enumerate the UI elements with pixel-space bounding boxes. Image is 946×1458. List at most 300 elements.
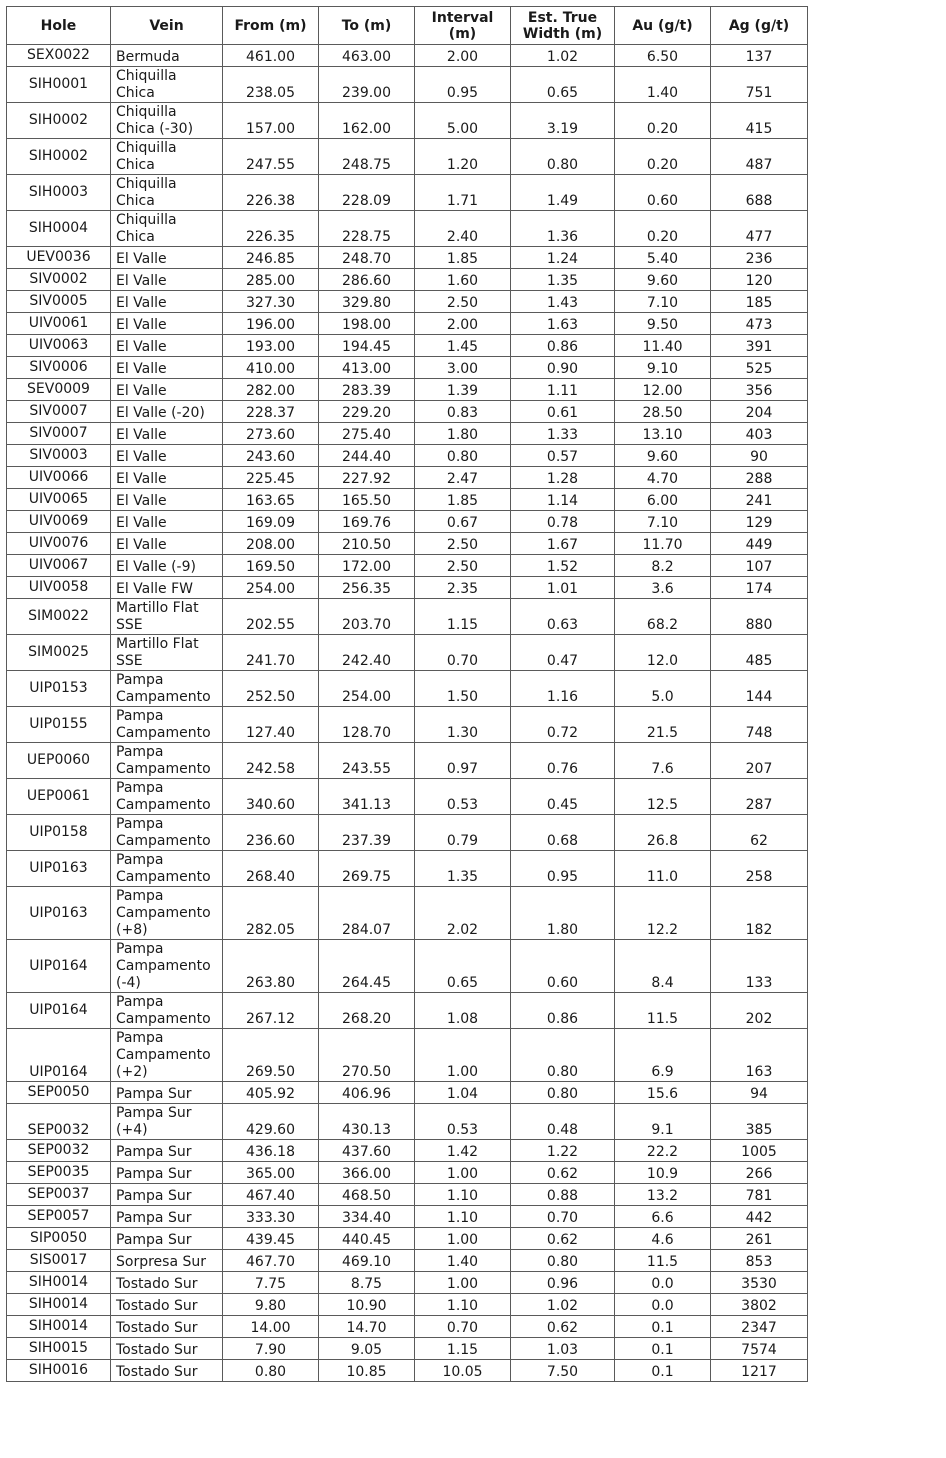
header-ag: Ag (g/t) xyxy=(711,7,808,45)
table-row xyxy=(7,103,808,139)
cell-to: 10.90 xyxy=(319,1294,415,1316)
cell-from: 405.92 xyxy=(223,1082,319,1104)
cell-vein: El Valle xyxy=(111,335,223,357)
cell-width: 1.03 xyxy=(511,1338,615,1360)
cell-hole: SIH0014 xyxy=(7,1316,111,1338)
cell-au: 0.20 xyxy=(615,103,711,139)
header-au: Au (g/t) xyxy=(615,7,711,45)
cell-au: 4.70 xyxy=(615,467,711,489)
cell-width: 1.36 xyxy=(511,211,615,247)
cell-ag: 129 xyxy=(711,511,808,533)
cell-interval: 1.35 xyxy=(415,851,511,887)
cell-interval: 2.40 xyxy=(415,211,511,247)
table-row xyxy=(7,379,808,401)
cell-width: 1.52 xyxy=(511,555,615,577)
cell-width: 0.80 xyxy=(511,1250,615,1272)
cell-interval: 1.15 xyxy=(415,1338,511,1360)
cell-width: 0.72 xyxy=(511,707,615,743)
cell-to: 269.75 xyxy=(319,851,415,887)
cell-to: 162.00 xyxy=(319,103,415,139)
cell-width: 0.47 xyxy=(511,635,615,671)
cell-vein: El Valle xyxy=(111,445,223,467)
table-row xyxy=(7,743,808,779)
cell-to: 228.75 xyxy=(319,211,415,247)
cell-interval: 1.80 xyxy=(415,423,511,445)
cell-vein: Tostado Sur xyxy=(111,1294,223,1316)
cell-from: 429.60 xyxy=(223,1104,319,1140)
cell-width: 0.62 xyxy=(511,1228,615,1250)
cell-au: 12.0 xyxy=(615,635,711,671)
cell-au: 7.10 xyxy=(615,291,711,313)
cell-from: 282.00 xyxy=(223,379,319,401)
cell-to: 128.70 xyxy=(319,707,415,743)
cell-ag: 853 xyxy=(711,1250,808,1272)
cell-vein: Pampa Sur xyxy=(111,1228,223,1250)
cell-au: 6.9 xyxy=(615,1029,711,1082)
cell-vein: Tostado Sur xyxy=(111,1272,223,1294)
cell-au: 6.6 xyxy=(615,1206,711,1228)
cell-to: 227.92 xyxy=(319,467,415,489)
cell-to: 165.50 xyxy=(319,489,415,511)
cell-au: 26.8 xyxy=(615,815,711,851)
cell-au: 11.5 xyxy=(615,1250,711,1272)
cell-width: 7.50 xyxy=(511,1360,615,1382)
cell-from: 9.80 xyxy=(223,1294,319,1316)
cell-width: 0.80 xyxy=(511,139,615,175)
table-row xyxy=(7,1316,808,1338)
cell-au: 0.0 xyxy=(615,1272,711,1294)
cell-au: 9.50 xyxy=(615,313,711,335)
cell-from: 285.00 xyxy=(223,269,319,291)
cell-hole: UIP0164 xyxy=(7,1029,111,1082)
cell-hole: UEP0061 xyxy=(7,779,111,815)
cell-ag: 133 xyxy=(711,940,808,993)
cell-to: 463.00 xyxy=(319,45,415,67)
cell-vein: El Valle xyxy=(111,423,223,445)
cell-hole: UIP0153 xyxy=(7,671,111,707)
cell-au: 12.5 xyxy=(615,779,711,815)
cell-vein: Martillo Flat SSE xyxy=(111,635,223,671)
cell-vein: Chiquilla Chica xyxy=(111,175,223,211)
cell-ag: 202 xyxy=(711,993,808,1029)
table-row xyxy=(7,1029,808,1082)
cell-vein: El Valle xyxy=(111,357,223,379)
cell-hole: SIH0003 xyxy=(7,175,111,211)
cell-from: 467.40 xyxy=(223,1184,319,1206)
table-row xyxy=(7,707,808,743)
cell-hole: UIV0058 xyxy=(7,577,111,599)
cell-to: 275.40 xyxy=(319,423,415,445)
cell-au: 0.1 xyxy=(615,1360,711,1382)
cell-interval: 10.05 xyxy=(415,1360,511,1382)
cell-from: 268.40 xyxy=(223,851,319,887)
cell-width: 0.90 xyxy=(511,357,615,379)
cell-ag: 241 xyxy=(711,489,808,511)
cell-width: 1.33 xyxy=(511,423,615,445)
table-row xyxy=(7,1104,808,1140)
cell-to: 430.13 xyxy=(319,1104,415,1140)
cell-ag: 1005 xyxy=(711,1140,808,1162)
cell-hole: SIH0014 xyxy=(7,1272,111,1294)
table-row xyxy=(7,423,808,445)
cell-hole: UIP0164 xyxy=(7,940,111,993)
cell-hole: SIH0015 xyxy=(7,1338,111,1360)
cell-ag: 781 xyxy=(711,1184,808,1206)
cell-ag: 391 xyxy=(711,335,808,357)
cell-to: 256.35 xyxy=(319,577,415,599)
cell-from: 226.38 xyxy=(223,175,319,211)
cell-au: 11.0 xyxy=(615,851,711,887)
cell-interval: 0.95 xyxy=(415,67,511,103)
cell-from: 14.00 xyxy=(223,1316,319,1338)
cell-hole: SIH0002 xyxy=(7,139,111,175)
cell-from: 439.45 xyxy=(223,1228,319,1250)
cell-width: 0.88 xyxy=(511,1184,615,1206)
cell-hole: SEP0032 xyxy=(7,1104,111,1140)
cell-interval: 1.00 xyxy=(415,1272,511,1294)
table-row xyxy=(7,1294,808,1316)
cell-from: 202.55 xyxy=(223,599,319,635)
cell-vein: Martillo Flat SSE xyxy=(111,599,223,635)
cell-to: 203.70 xyxy=(319,599,415,635)
cell-from: 127.40 xyxy=(223,707,319,743)
cell-from: 242.58 xyxy=(223,743,319,779)
cell-from: 282.05 xyxy=(223,887,319,940)
cell-ag: 62 xyxy=(711,815,808,851)
cell-au: 5.0 xyxy=(615,671,711,707)
cell-vein: Pampa Sur xyxy=(111,1184,223,1206)
cell-to: 268.20 xyxy=(319,993,415,1029)
cell-from: 228.37 xyxy=(223,401,319,423)
cell-ag: 266 xyxy=(711,1162,808,1184)
cell-interval: 0.70 xyxy=(415,635,511,671)
cell-interval: 1.10 xyxy=(415,1294,511,1316)
header-vein: Vein xyxy=(111,7,223,45)
cell-interval: 1.20 xyxy=(415,139,511,175)
cell-interval: 1.00 xyxy=(415,1228,511,1250)
cell-interval: 0.70 xyxy=(415,1316,511,1338)
cell-width: 0.80 xyxy=(511,1029,615,1082)
cell-interval: 1.15 xyxy=(415,599,511,635)
cell-hole: UIV0069 xyxy=(7,511,111,533)
cell-au: 13.10 xyxy=(615,423,711,445)
cell-au: 12.00 xyxy=(615,379,711,401)
cell-to: 284.07 xyxy=(319,887,415,940)
cell-from: 246.85 xyxy=(223,247,319,269)
cell-hole: UEV0036 xyxy=(7,247,111,269)
cell-to: 329.80 xyxy=(319,291,415,313)
cell-hole: UIP0158 xyxy=(7,815,111,851)
cell-to: 210.50 xyxy=(319,533,415,555)
cell-au: 7.10 xyxy=(615,511,711,533)
cell-to: 243.55 xyxy=(319,743,415,779)
cell-width: 3.19 xyxy=(511,103,615,139)
cell-vein: El Valle xyxy=(111,379,223,401)
cell-to: 172.00 xyxy=(319,555,415,577)
cell-from: 467.70 xyxy=(223,1250,319,1272)
table-row xyxy=(7,313,808,335)
table-row xyxy=(7,1082,808,1104)
cell-from: 163.65 xyxy=(223,489,319,511)
cell-hole: SIH0001 xyxy=(7,67,111,103)
cell-au: 5.40 xyxy=(615,247,711,269)
cell-from: 7.75 xyxy=(223,1272,319,1294)
cell-au: 10.9 xyxy=(615,1162,711,1184)
cell-width: 0.76 xyxy=(511,743,615,779)
cell-width: 0.80 xyxy=(511,1082,615,1104)
cell-ag: 880 xyxy=(711,599,808,635)
table-row xyxy=(7,851,808,887)
cell-from: 196.00 xyxy=(223,313,319,335)
cell-ag: 3530 xyxy=(711,1272,808,1294)
table-row xyxy=(7,671,808,707)
cell-au: 9.1 xyxy=(615,1104,711,1140)
table-row xyxy=(7,635,808,671)
table-row xyxy=(7,269,808,291)
cell-interval: 2.00 xyxy=(415,45,511,67)
cell-from: 461.00 xyxy=(223,45,319,67)
cell-to: 244.40 xyxy=(319,445,415,467)
cell-to: 468.50 xyxy=(319,1184,415,1206)
cell-interval: 1.85 xyxy=(415,247,511,269)
cell-to: 248.75 xyxy=(319,139,415,175)
cell-hole: SIV0007 xyxy=(7,401,111,423)
cell-ag: 90 xyxy=(711,445,808,467)
cell-to: 440.45 xyxy=(319,1228,415,1250)
cell-width: 1.24 xyxy=(511,247,615,269)
cell-vein: Bermuda xyxy=(111,45,223,67)
cell-to: 248.70 xyxy=(319,247,415,269)
cell-width: 1.02 xyxy=(511,1294,615,1316)
cell-from: 208.00 xyxy=(223,533,319,555)
cell-interval: 1.45 xyxy=(415,335,511,357)
cell-to: 283.39 xyxy=(319,379,415,401)
cell-hole: UIV0066 xyxy=(7,467,111,489)
cell-vein: Pampa Sur (+4) xyxy=(111,1104,223,1140)
table-row xyxy=(7,357,808,379)
cell-from: 169.50 xyxy=(223,555,319,577)
cell-from: 7.90 xyxy=(223,1338,319,1360)
cell-au: 0.0 xyxy=(615,1294,711,1316)
cell-hole: SIV0003 xyxy=(7,445,111,467)
cell-from: 226.35 xyxy=(223,211,319,247)
cell-interval: 0.53 xyxy=(415,1104,511,1140)
cell-from: 225.45 xyxy=(223,467,319,489)
cell-from: 157.00 xyxy=(223,103,319,139)
cell-from: 365.00 xyxy=(223,1162,319,1184)
cell-vein: Chiquilla Chica xyxy=(111,139,223,175)
cell-ag: 487 xyxy=(711,139,808,175)
cell-from: 238.05 xyxy=(223,67,319,103)
cell-vein: Chiquilla Chica xyxy=(111,67,223,103)
table-row xyxy=(7,779,808,815)
cell-hole: SIM0025 xyxy=(7,635,111,671)
table-row xyxy=(7,599,808,635)
cell-hole: SEP0050 xyxy=(7,1082,111,1104)
cell-interval: 0.80 xyxy=(415,445,511,467)
cell-vein: Pampa Campamento (-4) xyxy=(111,940,223,993)
cell-to: 8.75 xyxy=(319,1272,415,1294)
cell-width: 1.63 xyxy=(511,313,615,335)
cell-au: 13.2 xyxy=(615,1184,711,1206)
cell-vein: Chiquilla Chica xyxy=(111,211,223,247)
cell-au: 3.6 xyxy=(615,577,711,599)
cell-ag: 7574 xyxy=(711,1338,808,1360)
cell-vein: El Valle xyxy=(111,511,223,533)
cell-from: 241.70 xyxy=(223,635,319,671)
cell-to: 239.00 xyxy=(319,67,415,103)
cell-from: 340.60 xyxy=(223,779,319,815)
cell-width: 1.16 xyxy=(511,671,615,707)
cell-ag: 94 xyxy=(711,1082,808,1104)
cell-to: 437.60 xyxy=(319,1140,415,1162)
cell-ag: 288 xyxy=(711,467,808,489)
cell-vein: Sorpresa Sur xyxy=(111,1250,223,1272)
cell-to: 237.39 xyxy=(319,815,415,851)
cell-ag: 385 xyxy=(711,1104,808,1140)
cell-from: 410.00 xyxy=(223,357,319,379)
cell-interval: 2.02 xyxy=(415,887,511,940)
cell-interval: 1.71 xyxy=(415,175,511,211)
cell-from: 243.60 xyxy=(223,445,319,467)
cell-au: 0.60 xyxy=(615,175,711,211)
cell-from: 436.18 xyxy=(223,1140,319,1162)
cell-vein: El Valle xyxy=(111,489,223,511)
cell-width: 1.28 xyxy=(511,467,615,489)
cell-au: 0.20 xyxy=(615,211,711,247)
cell-ag: 120 xyxy=(711,269,808,291)
cell-hole: SEP0037 xyxy=(7,1184,111,1206)
cell-interval: 1.30 xyxy=(415,707,511,743)
cell-hole: SIH0016 xyxy=(7,1360,111,1382)
cell-from: 269.50 xyxy=(223,1029,319,1082)
cell-width: 0.86 xyxy=(511,335,615,357)
table-body xyxy=(7,45,808,1382)
header-true-width: Est. True Width (m) xyxy=(511,7,615,45)
cell-au: 8.2 xyxy=(615,555,711,577)
cell-interval: 1.10 xyxy=(415,1206,511,1228)
cell-au: 21.5 xyxy=(615,707,711,743)
cell-vein: Pampa Campamento (+2) xyxy=(111,1029,223,1082)
cell-ag: 258 xyxy=(711,851,808,887)
cell-ag: 204 xyxy=(711,401,808,423)
cell-to: 229.20 xyxy=(319,401,415,423)
cell-from: 254.00 xyxy=(223,577,319,599)
cell-interval: 0.97 xyxy=(415,743,511,779)
table-row xyxy=(7,1140,808,1162)
cell-hole: SIV0006 xyxy=(7,357,111,379)
cell-hole: UIV0063 xyxy=(7,335,111,357)
cell-interval: 2.47 xyxy=(415,467,511,489)
cell-width: 0.70 xyxy=(511,1206,615,1228)
cell-ag: 3802 xyxy=(711,1294,808,1316)
cell-au: 0.1 xyxy=(615,1338,711,1360)
header-to: To (m) xyxy=(319,7,415,45)
cell-ag: 751 xyxy=(711,67,808,103)
cell-vein: Pampa Campamento xyxy=(111,743,223,779)
cell-au: 7.6 xyxy=(615,743,711,779)
cell-au: 11.40 xyxy=(615,335,711,357)
cell-ag: 182 xyxy=(711,887,808,940)
cell-width: 0.61 xyxy=(511,401,615,423)
cell-width: 1.49 xyxy=(511,175,615,211)
cell-hole: UIV0065 xyxy=(7,489,111,511)
cell-au: 9.60 xyxy=(615,269,711,291)
cell-from: 263.80 xyxy=(223,940,319,993)
cell-interval: 1.42 xyxy=(415,1140,511,1162)
cell-to: 254.00 xyxy=(319,671,415,707)
cell-to: 194.45 xyxy=(319,335,415,357)
cell-vein: Pampa Campamento (+8) xyxy=(111,887,223,940)
cell-au: 6.00 xyxy=(615,489,711,511)
table-row xyxy=(7,533,808,555)
cell-ag: 485 xyxy=(711,635,808,671)
cell-width: 1.43 xyxy=(511,291,615,313)
cell-to: 9.05 xyxy=(319,1338,415,1360)
table-row xyxy=(7,175,808,211)
cell-width: 0.68 xyxy=(511,815,615,851)
cell-interval: 1.04 xyxy=(415,1082,511,1104)
cell-ag: 185 xyxy=(711,291,808,313)
table-row xyxy=(7,1162,808,1184)
cell-hole: UIP0163 xyxy=(7,851,111,887)
table-row xyxy=(7,940,808,993)
cell-vein: Pampa Sur xyxy=(111,1206,223,1228)
cell-interval: 2.50 xyxy=(415,555,511,577)
cell-ag: 688 xyxy=(711,175,808,211)
cell-hole: SIS0017 xyxy=(7,1250,111,1272)
cell-ag: 748 xyxy=(711,707,808,743)
cell-from: 193.00 xyxy=(223,335,319,357)
cell-width: 1.11 xyxy=(511,379,615,401)
cell-interval: 0.53 xyxy=(415,779,511,815)
table-row xyxy=(7,247,808,269)
cell-interval: 2.35 xyxy=(415,577,511,599)
cell-vein: Pampa Sur xyxy=(111,1140,223,1162)
cell-to: 169.76 xyxy=(319,511,415,533)
cell-interval: 5.00 xyxy=(415,103,511,139)
header-from: From (m) xyxy=(223,7,319,45)
cell-hole: SIV0002 xyxy=(7,269,111,291)
cell-width: 0.48 xyxy=(511,1104,615,1140)
cell-ag: 144 xyxy=(711,671,808,707)
cell-au: 15.6 xyxy=(615,1082,711,1104)
cell-au: 9.10 xyxy=(615,357,711,379)
cell-ag: 356 xyxy=(711,379,808,401)
cell-hole: UIP0155 xyxy=(7,707,111,743)
table-row xyxy=(7,1228,808,1250)
cell-to: 14.70 xyxy=(319,1316,415,1338)
cell-vein: Tostado Sur xyxy=(111,1338,223,1360)
cell-vein: Pampa Campamento xyxy=(111,851,223,887)
cell-to: 228.09 xyxy=(319,175,415,211)
cell-to: 406.96 xyxy=(319,1082,415,1104)
cell-interval: 0.65 xyxy=(415,940,511,993)
drill-results-table xyxy=(6,6,808,1382)
cell-to: 469.10 xyxy=(319,1250,415,1272)
cell-from: 252.50 xyxy=(223,671,319,707)
cell-to: 366.00 xyxy=(319,1162,415,1184)
cell-interval: 1.60 xyxy=(415,269,511,291)
cell-hole: SEP0032 xyxy=(7,1140,111,1162)
cell-au: 11.5 xyxy=(615,993,711,1029)
cell-hole: SEP0057 xyxy=(7,1206,111,1228)
table-row xyxy=(7,1206,808,1228)
cell-hole: SIP0050 xyxy=(7,1228,111,1250)
cell-width: 0.62 xyxy=(511,1162,615,1184)
cell-au: 0.20 xyxy=(615,139,711,175)
cell-au: 28.50 xyxy=(615,401,711,423)
